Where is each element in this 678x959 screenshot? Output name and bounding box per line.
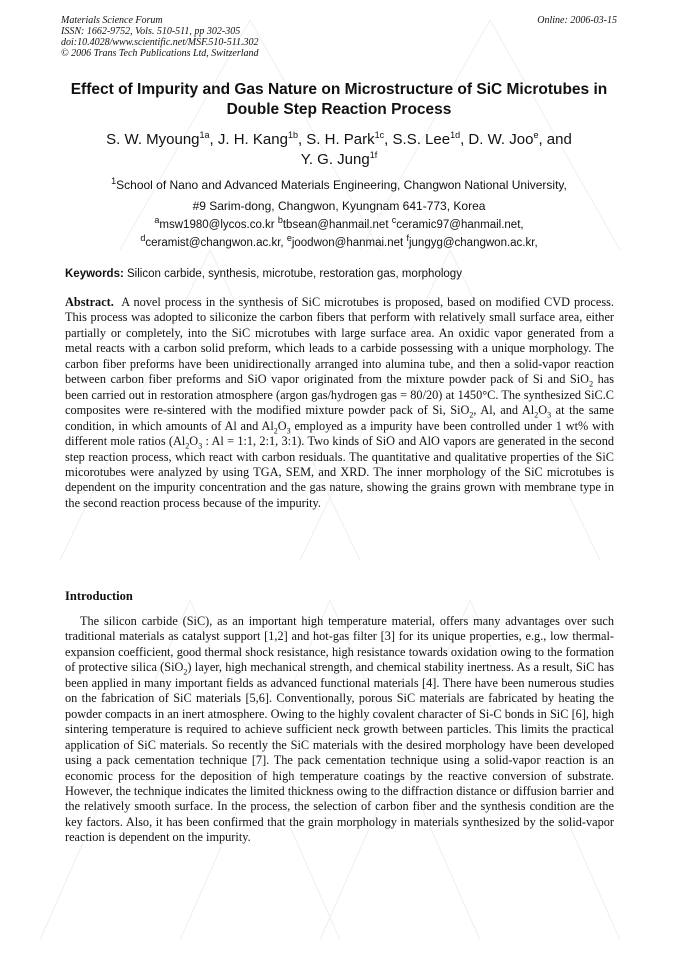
- abstract-text: employed as a impurity have been controlled under 1 wt% with different mole ratios (Al: [65, 418, 614, 449]
- abstract-text: O: [277, 418, 287, 433]
- author-name: J. H. Kang: [217, 131, 288, 148]
- author-sup: 1b: [287, 130, 298, 140]
- author-sup: 1c: [374, 130, 385, 140]
- email-f[interactable]: jungyg@changwon.ac.kr,: [408, 237, 538, 249]
- issn-line: ISSN: 1662-9752, Vols. 510-511, pp 302-305: [61, 26, 241, 37]
- abstract-label: Abstract.: [65, 295, 114, 309]
- email-b[interactable]: tbsean@hanmail.net: [282, 219, 389, 231]
- author-sep: ,: [209, 131, 218, 148]
- author-emails: $^a$msw1980@lycos.co.kr $^b$tbsean@hanmail.net $^c$ceramic97@hanmail.net, $^d$ceramist@changwon.ac.kr, $^e$joodwon@hanmai.net $^f$jungyg@changwon.ac.kr,: [140, 215, 538, 249]
- copyright-line: © 2006 Trans Tech Publications Ltd, Switzerland: [61, 48, 259, 59]
- abstract-text: : Al = 1:1, 2:1, 3:1). Two kinds of SiO and AlO vapors are generated in the second step reaction process, which react with carbon residuals. The quantitative and qualitative properties of the SiC micorotubes were analyzed by using TGA, SEM, and XRD. The inner morphology of the SiC microtubes is dependent on the impurity concentration and the gas nature, showing the grains grown with membrane type in the second reaction process because of the impurity.: [65, 434, 614, 510]
- abstract-text: at the same condition, in which amounts of Al and Al: [65, 403, 614, 433]
- email-d[interactable]: ceramist@changwon.ac.kr,: [145, 237, 284, 249]
- introduction-text: ) layer, high mechanical strength, and chemical stability inertness. As a result, SiC has been applied in many important fields as advanced functional materials [4]. There have been numerous studies on the fabrication of SiC materials [5,6]. Conventionally, porous SiC materials are fabricated by heating the powder compacts in an inert atmosphere. Owing to the highly covalent character of Si-C bonds in SiC [6], high sintering temperature is required to achieve sufficient neck growth between particles. This limits the practical application of SiC materials. So recently the SiC materials with the desired morphology have been developed using a pack cementation technique [7]. The pack cementation technique using a solid-vapor reaction is an economic process for the deposition of high temperature coatings by the reactive conversion of substrate. However, the technique indicates the limited thickness owing to the diffraction distance or diffusion barrier and the relatively smooth surface. In the process, the selection of carbon fiber and the synthesis condition are the key factors. Also, it has been confirmed that the grain morphology in materials synthesized by the solid-vapor reaction is dependent on the impurity.: [65, 660, 615, 845]
- journal-header: [61, 15, 617, 59]
- header-left: [61, 15, 617, 59]
- keywords-label: Keywords:: [65, 268, 124, 280]
- author-sep: ,: [297, 131, 307, 148]
- email-e[interactable]: joodwon@hanmai.net: [291, 237, 404, 249]
- author-name: D. W. Joo: [468, 131, 534, 148]
- abstract-text: O: [189, 434, 199, 449]
- abstract-text: , Al, and Al: [473, 403, 535, 418]
- online-date: Online: 2006-03-15: [537, 15, 617, 26]
- abstract: Abstract. A novel process in the synthesis of SiC microtubes is proposed, based on modified CVD process. This process was adopted to siliconize the carbon fibers that perform with relatively small surface area, either partially or completely, into the SiC microtubes with large surface area. An oxidic vapor generated from a metal reacts with a carbon solid preform, which leads to a carbide possessing with a unique morphology. The carbon fiber preforms have been unidirectionally arranged into alumina tube, and then a solid-vapor reaction between carbon fiber preforms and SiO vapor originated from the mixture powder pack of Si and SiO$_2$ has been carried out in restoration atmosphere (argon gas/hydrogen gas = 80/20) at 1450°C. The synthesized SiC.C composites were re-sintered with the modified mixture powder pack of Si, SiO$_2$, Al, and $Al_2O_3$ at the same condition, in which amounts of Al and $Al_2O_3$ employed as a impurity have been controlled under 1 wt% with different mole ratios ($Al_2O_3$ : Al = 1:1, 2:1, 3:1). Two kinds of SiO and AlO vapors are generated in the second step reaction process, which react with carbon residuals. The quantitative and qualitative properties of the SiC micorotubes were analyzed by using TGA, SEM, and XRD. The inner morphology of the SiC microtubes is dependent on the impurity concentration and the gas nature, showing the grains grown with membrane type in the second reaction process because of the impurity.: [65, 295, 614, 510]
- author-sep: ,: [460, 131, 469, 148]
- email-c[interactable]: ceramic97@hanmail.net,: [396, 219, 524, 231]
- author-sep: , and: [538, 131, 572, 148]
- author-name: S.S. Lee: [392, 131, 451, 148]
- introduction-heading: Introduction: [65, 589, 133, 603]
- journal-name: Materials Science Forum: [61, 15, 163, 26]
- keywords: [65, 266, 620, 282]
- author-sup: 1d: [450, 130, 461, 140]
- author-sup: 1a: [199, 130, 210, 140]
- author-sep: ,: [384, 131, 393, 148]
- introduction-body: The silicon carbide (SiC), as an important high temperature material, offers many advantages over such traditional materials as catalyst support [1,2] and hot-gas filter [3] for its unique properties, e.g., low thermal-expansion coefficient, good thermal shock resistance, high resistance towards oxidation owing to the formation of protective silica (SiO$_2$) layer, high mechanical strength, and chemical stability inertness. As a result, SiC has been applied in many important fields as advanced functional materials [4]. There have been numerous studies on the fabrication of SiC materials [5,6]. Conventionally, porous SiC materials are fabricated by heating the powder compacts in an inert atmosphere. Owing to the highly covalent character of Si-C bonds in SiC [6], high sintering temperature is required to achieve sufficient neck growth between particles. This limits the practical application of SiC materials. So recently the SiC materials with the desired morphology have been developed using a pack cementation technique [7]. The pack cementation technique using a solid-vapor reaction is an economic process for the deposition of high temperature coatings by the reactive conversion of substrate. However, the technique indicates the limited thickness owing to the diffraction distance or diffusion barrier and the relatively smooth surface. In the process, the selection of carbon fiber and the synthesis condition are the key factors. Also, it has been confirmed that the grain morphology in materials synthesized by the solid-vapor reaction is dependent on the impurity.: [65, 614, 615, 845]
- abstract-text: A novel process in the synthesis of SiC microtubes is proposed, based on modified CVD process. This process was adopted to siliconize the carbon fibers that perform with relatively small surface area, either partially or completely, into the SiC microtubes with large surface area. An oxidic vapor generated from a metal reacts with a carbon solid preform, which leads to a carbide possessing with a unique morphology. The carbon fiber preforms have been unidirectionally arranged into alumina tube, and then a solid-vapor reaction between carbon fiber preforms and SiO vapor originated from the mixture powder pack of Si and SiO: [65, 295, 614, 387]
- keywords-text: Silicon carbide, synthesis, microtube, restoration gas, morphology: [127, 268, 462, 280]
- doi-line: doi:10.4028/www.scientific.net/MSF.510-511.302: [61, 37, 259, 48]
- affiliation-line-2: #9 Sarim-dong, Changwon, Kyungnam 641-773, Korea: [192, 199, 486, 213]
- abstract-text: O: [538, 403, 548, 418]
- affiliation: [60, 175, 618, 217]
- author-name: Y. G. Jung: [300, 151, 370, 168]
- affiliation-sup: 1: [111, 176, 117, 186]
- affiliation-line-1: School of Nano and Advanced Materials Engineering, Changwon National University,: [116, 178, 567, 192]
- email-a[interactable]: msw1980@lycos.co.kr: [159, 219, 275, 231]
- author-name: S. W. Myoung: [106, 131, 200, 148]
- author-sup: 1f: [369, 150, 378, 160]
- author-sup: e: [533, 130, 539, 140]
- author-name: S. H. Park: [306, 131, 375, 148]
- paper-title: Effect of Impurity and Gas Nature on Microstructure of SiC Microtubes in Double Step Reaction Process: [70, 81, 608, 118]
- introduction-text: The silicon carbide (SiC), as an important high temperature material, offers many advantages over such traditional materials as catalyst support [1,2] and hot-gas filter [3] for its unique properties, e.g., low thermal-expansion coefficient, good thermal shock resistance, high resistance towards oxidation owing to the formation of protective silica (SiO: [65, 614, 614, 675]
- author-list: [60, 130, 618, 170]
- abstract-text: has been carried out in restoration atmosphere (argon gas/hydrogen gas = 80/20) at 1450°C. The synthesized SiC.C composites were re-sintered with the modified mixture powder pack of Si, SiO: [65, 372, 614, 418]
